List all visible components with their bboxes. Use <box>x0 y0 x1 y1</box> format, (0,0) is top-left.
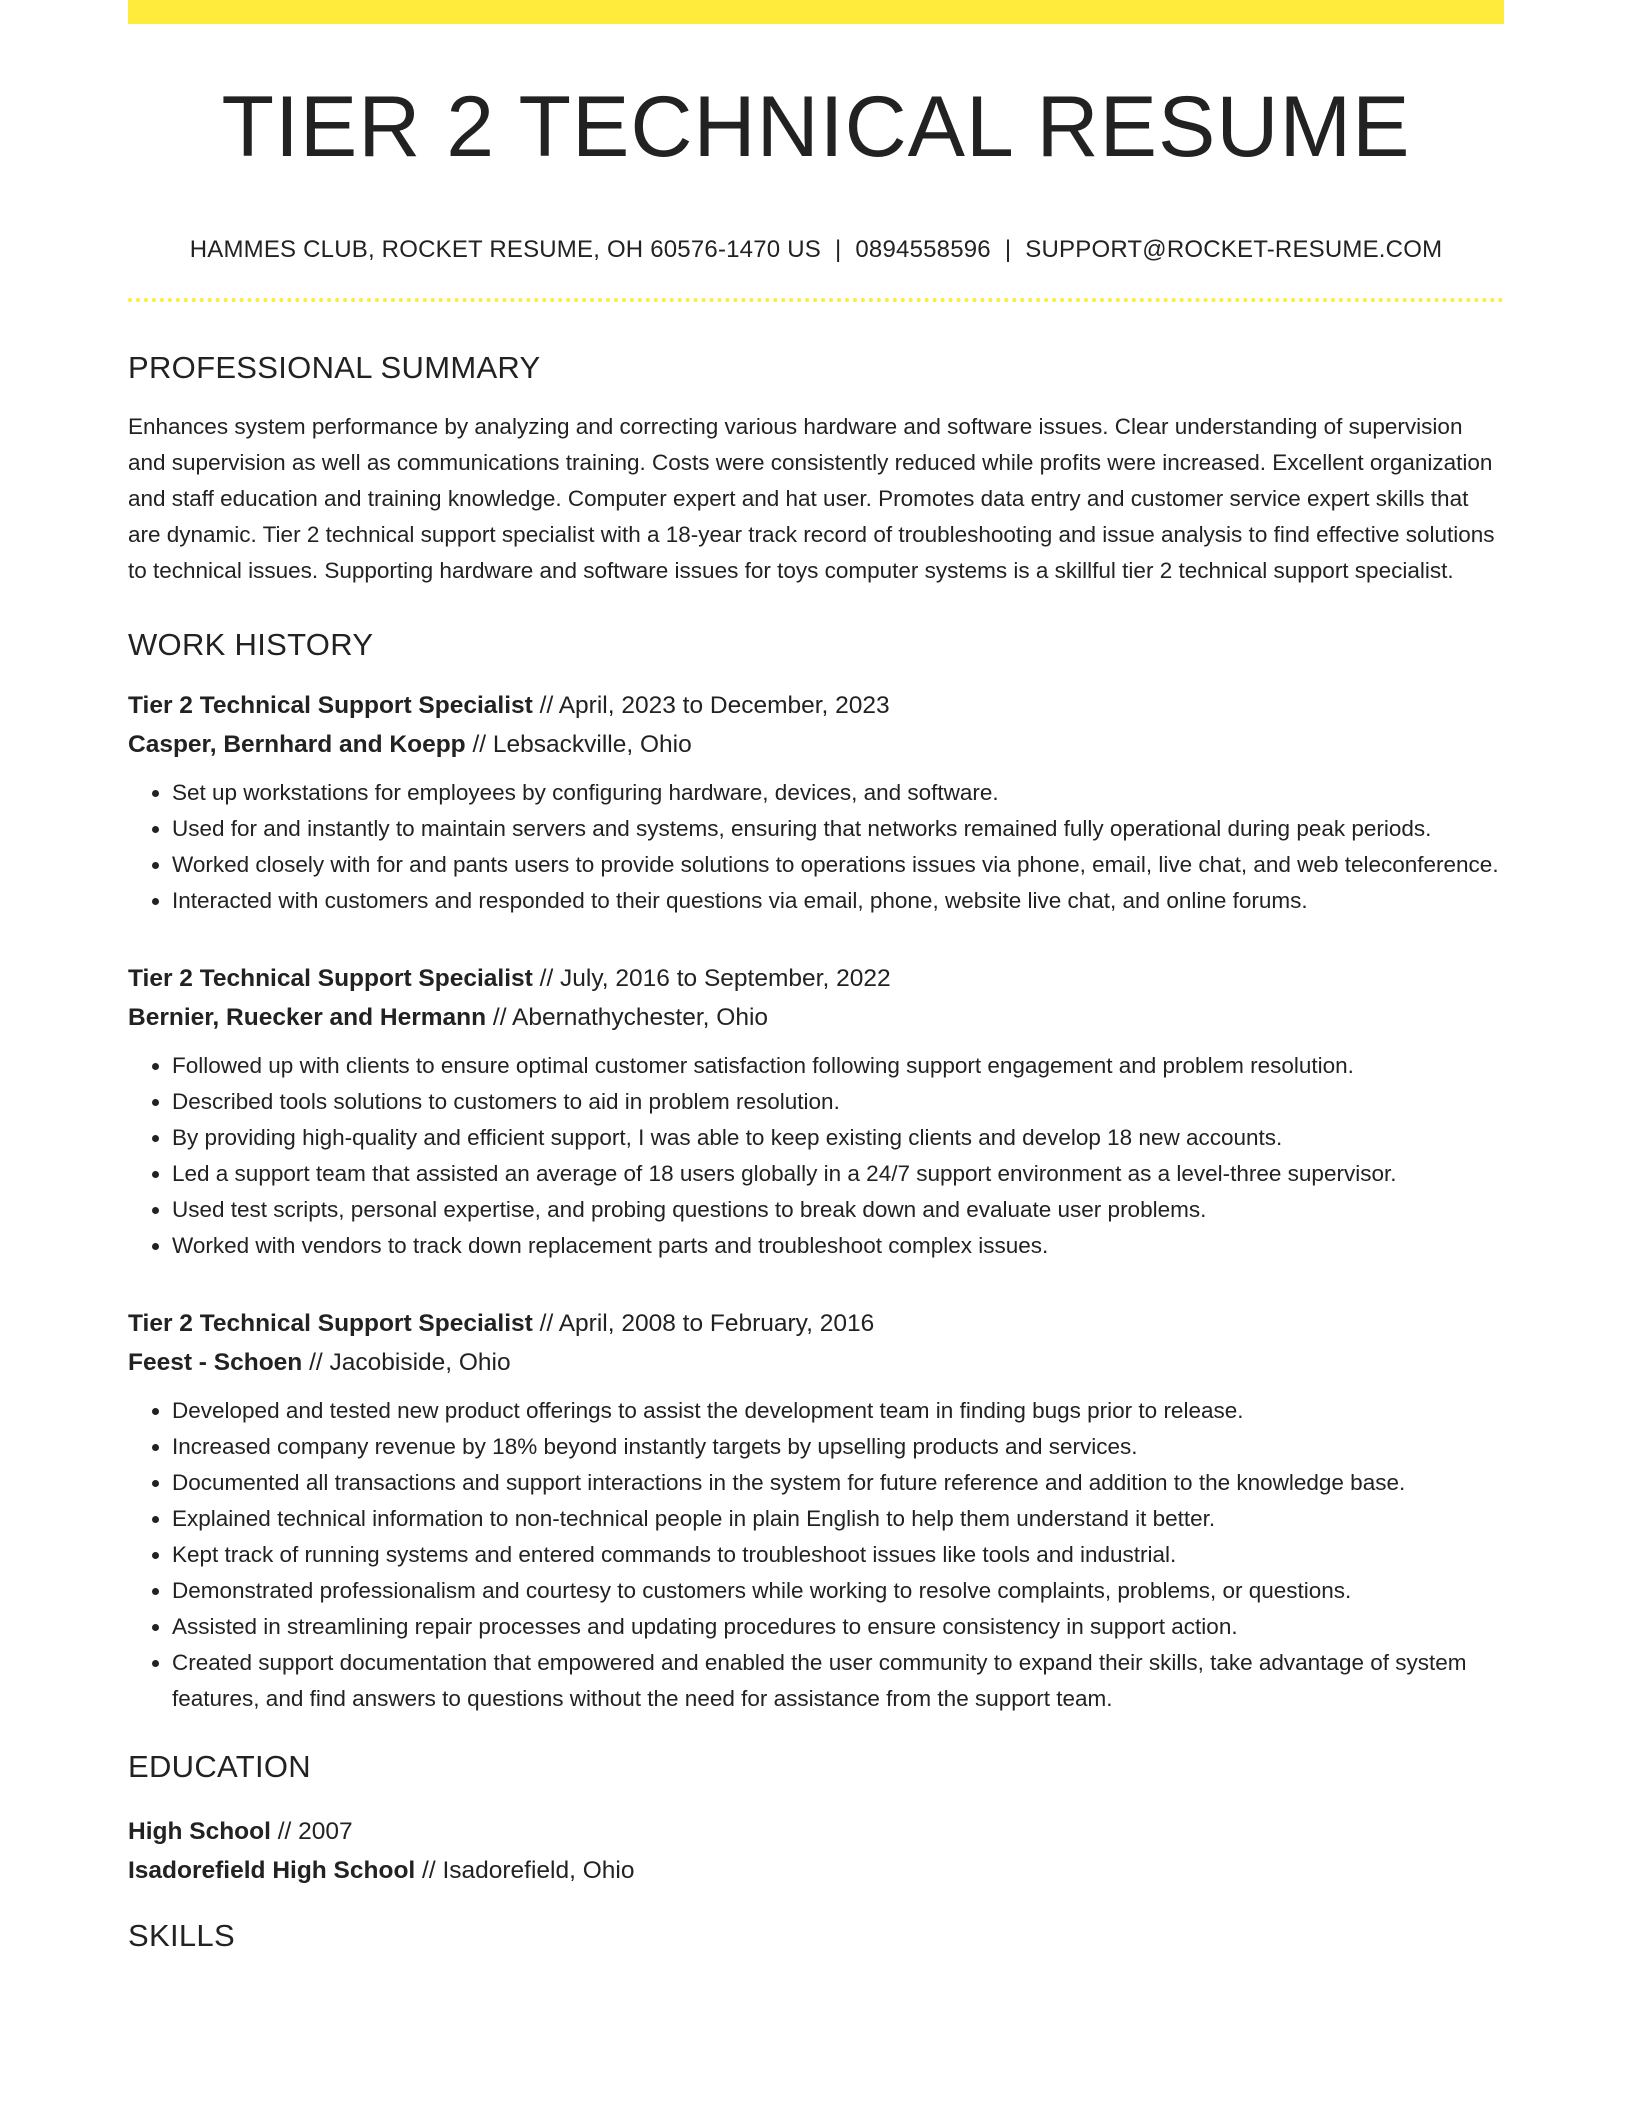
contact-phone: 0894558596 <box>855 236 991 263</box>
job-bullet: • Explained technical information to non-technical people in plain English to help them understand it better. <box>172 1501 1504 1537</box>
job-bullet: • Described tools solutions to customers to aid in problem resolution. <box>172 1084 1504 1120</box>
education-degree-line <box>128 1812 1504 1851</box>
job-bullet: • Increased company revenue by 18% beyond instantly targets by upselling products and services. <box>172 1429 1504 1465</box>
education-year: // 2007 <box>270 1818 353 1845</box>
job-bullet: • Kept track of running systems and entered commands to troubleshoot issues like tools and industrial. <box>172 1537 1504 1573</box>
job-company-line <box>128 725 1504 764</box>
education-entry <box>128 1812 1504 1890</box>
job-bullets <box>128 1048 1504 1264</box>
job-location: // Abernathychester, Ohio <box>486 1004 769 1031</box>
contact-separator: | <box>1004 236 1012 263</box>
job-dates: // April, 2008 to February, 2016 <box>532 1310 875 1337</box>
skills-heading: SKILLS <box>128 1918 235 1953</box>
summary-text: Enhances system performance by analyzing and correcting various hardware and software issues. Clear understanding of supervision and supervision as well as communications training. Costs were consistently reduced while profits were increased. Excellent organization and staff education and training knowledge. Computer expert and hat user. Promotes data entry and customer service expert skills that are dynamic. Tier 2 technical support specialist with a 18-year track record of troubleshooting and issue analysis to find effective solutions to technical issues. Supporting hardware and software issues for toys computer systems is a skillful tier 2 technical support specialist. <box>128 414 1495 583</box>
education-school: Isadorefield High School <box>128 1857 416 1884</box>
job-bullet: • Used test scripts, personal expertise, and probing questions to break down and evaluate user problems. <box>172 1192 1504 1228</box>
job-title-line <box>128 1304 1504 1343</box>
contact-line <box>128 238 1504 262</box>
accent-bar <box>128 0 1504 24</box>
education-heading: EDUCATION <box>128 1749 311 1784</box>
job-bullet: • Demonstrated professionalism and courtesy to customers while working to resolve complaints, problems, or questions. <box>172 1573 1504 1609</box>
job-entry <box>128 959 1504 1264</box>
job-title-line <box>128 959 1504 998</box>
dotted-divider <box>128 298 1504 302</box>
job-bullet: • Set up workstations for employees by configuring hardware, devices, and software. <box>172 775 1504 811</box>
job-title: Tier 2 Technical Support Specialist <box>128 1310 533 1337</box>
job-bullet: • Led a support team that assisted an average of 18 users globally in a 24/7 support environment as a level-three supervisor. <box>172 1156 1504 1192</box>
education-school-line <box>128 1851 1504 1890</box>
job-bullet: • Developed and tested new product offerings to assist the development team in finding bugs prior to release. <box>172 1393 1504 1429</box>
job-title: Tier 2 Technical Support Specialist <box>128 692 533 719</box>
job-bullet: • Worked closely with for and pants users to provide solutions to operations issues via phone, email, live chat, and web teleconference. <box>172 847 1504 883</box>
job-bullet: • Interacted with customers and responded to their questions via email, phone, website live chat, and online forums. <box>172 883 1504 919</box>
job-entry <box>128 1304 1504 1717</box>
job-bullet: • By providing high-quality and efficient support, I was able to keep existing clients and develop 18 new accounts. <box>172 1120 1504 1156</box>
job-bullet: • Worked with vendors to track down replacement parts and troubleshoot complex issues. <box>172 1228 1504 1264</box>
job-bullets <box>128 1393 1504 1717</box>
contact-address: HAMMES CLUB, ROCKET RESUME, OH 60576-1470 US <box>189 236 821 263</box>
job-company-line <box>128 998 1504 1037</box>
work-history-heading: WORK HISTORY <box>128 627 374 662</box>
resume-page <box>128 0 1504 1951</box>
education-degree: High School <box>128 1818 271 1845</box>
contact-email: SUPPORT@ROCKET-RESUME.COM <box>1025 236 1443 263</box>
contact-separator: | <box>834 236 842 263</box>
job-title: Tier 2 Technical Support Specialist <box>128 965 533 992</box>
job-location: // Jacobiside, Ohio <box>302 1349 511 1376</box>
job-company: Feest - Schoen <box>128 1349 303 1376</box>
job-bullet: • Followed up with clients to ensure optimal customer satisfaction following support engagement and problem resolution. <box>172 1048 1504 1084</box>
job-bullet: • Assisted in streamlining repair processes and updating procedures to ensure consistency in support action. <box>172 1609 1504 1645</box>
job-company: Bernier, Ruecker and Hermann <box>128 1004 487 1031</box>
summary-heading: PROFESSIONAL SUMMARY <box>128 350 541 385</box>
job-entry <box>128 686 1504 919</box>
job-bullet: • Used for and instantly to maintain servers and systems, ensuring that networks remained fully operational during peak periods. <box>172 811 1504 847</box>
job-dates: // April, 2023 to December, 2023 <box>532 692 890 719</box>
job-bullet: • Documented all transactions and support interactions in the system for future reference and addition to the knowledge base. <box>172 1465 1504 1501</box>
education-location: // Isadorefield, Ohio <box>415 1857 635 1884</box>
job-bullets <box>128 775 1504 919</box>
job-dates: // July, 2016 to September, 2022 <box>532 965 891 992</box>
job-title-line <box>128 686 1504 725</box>
job-bullet: • Created support documentation that empowered and enabled the user community to expand their skills, take advantage of system features, and find answers to questions without the need for assistance from the support team. <box>172 1645 1504 1717</box>
job-company-line <box>128 1343 1504 1382</box>
job-company: Casper, Bernhard and Koepp <box>128 731 466 758</box>
job-location: // Lebsackville, Ohio <box>465 731 692 758</box>
resume-title: TIER 2 TECHNICAL RESUME <box>221 79 1411 175</box>
